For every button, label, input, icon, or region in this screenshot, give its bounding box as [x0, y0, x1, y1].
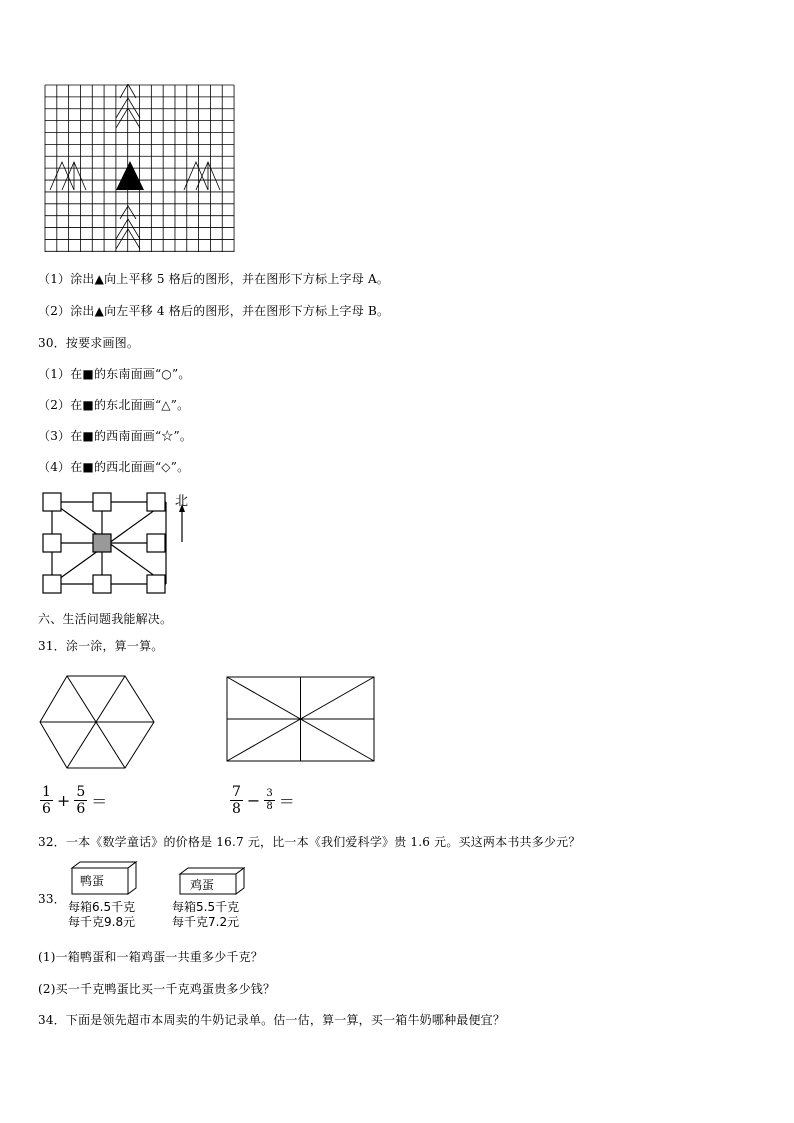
chicken-egg-info: 每箱5.5千克 每千克7.2元: [172, 900, 240, 929]
box-sw: [43, 575, 61, 593]
box-ne: [147, 493, 165, 511]
q30-item-2: （2）在■的东北面画“△”。: [38, 398, 190, 412]
q29-sub2: （2）涂出▲向左平移 4 格后的图形，并在图形下方标上字母 B。: [38, 304, 390, 318]
box-nw: [43, 493, 61, 511]
q30-item-3: （3）在■的西南面画“☆”。: [38, 429, 193, 443]
box-n: [93, 493, 111, 511]
hexagon-figure: [38, 672, 158, 772]
q32-text: 32．一本《数学童话》的价格是 16.7 元，比一本《我们爱科学》贵 1.6 元。买这两本书共多少元？: [38, 835, 581, 849]
q33-sub1: (1)一箱鸭蛋和一箱鸡蛋一共重多少千克？: [38, 950, 263, 964]
duck-egg-info: 每箱6.5千克 每千克9.8元: [68, 900, 136, 929]
q31-expr-1: 1 6 + $\frac{5}{6}$ ＝: [42, 784, 108, 817]
q29-sub1: （1）涂出▲向上平移 5 格后的图形，并在图形下方标上字母 A。: [38, 272, 390, 286]
q33-label: 33．: [38, 892, 66, 906]
q34-text: 34．下面是领先超市本周卖的牛奶记录单。估一估，算一算，买一箱牛奶哪种最便宜？: [38, 1013, 506, 1027]
q31-expr-2: 7 8 − $\frac{3}{8}$ ＝: [232, 784, 295, 817]
box-se: [147, 575, 165, 593]
translation-grid: [44, 84, 236, 254]
chicken-egg-name: 鸡蛋: [190, 878, 215, 892]
box-e: [147, 534, 165, 552]
q31-title: 31．涂一涂，算一算。: [38, 639, 164, 653]
q30-item-1: （1）在■的东南面画“○”。: [38, 367, 191, 381]
north-label: 北: [175, 494, 189, 509]
q30-item-4: （4）在■的西北面画“◇”。: [38, 460, 190, 474]
box-s: [93, 575, 111, 593]
rectangle-figure: [226, 676, 376, 762]
box-w: [43, 534, 61, 552]
q30-title: 30．按要求画图。: [38, 336, 140, 350]
q33-sub2: (2)买一千克鸭蛋比买一千克鸡蛋贵多少钱？: [38, 982, 276, 996]
duck-egg-name: 鸭蛋: [80, 874, 105, 888]
direction-diagram: [38, 488, 198, 598]
box-center: [93, 534, 111, 552]
section6-title: 六、生活问题我能解决。: [38, 612, 173, 626]
